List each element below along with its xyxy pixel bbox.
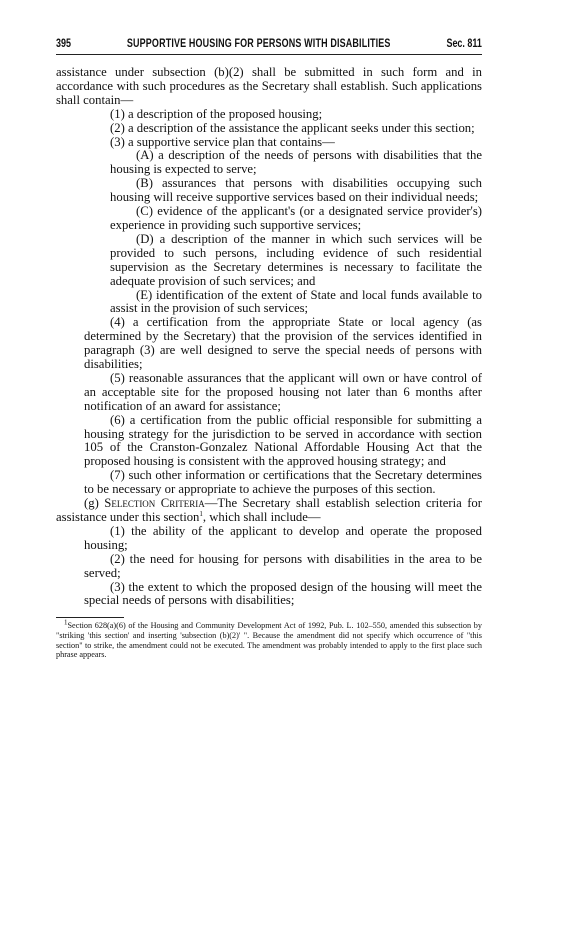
footnote-text-paragraph (56, 618, 482, 660)
intro-paragraph: assistance under subsection (b)(2) shall be submitted in such form and in accordance with such procedures as the Secretary shall establish. Such applications shall contain— (56, 65, 482, 107)
section-number: Sec. 811 (446, 38, 482, 50)
subparagraph-3b: (B) assurances that persons with disabilities occupying such housing will receive supportive services based on their individual needs; (110, 176, 482, 205)
footnote-text: Section 628(a)(6) of the Housing and Community Development Act of 1992, Pub. L. 102–550, amended this subsection by "striking 'this section' and inserting 'subsection (b)(2)' ". Because the amendment did not specify which occurrence of "this section" to strike, the amendment could not be executed. The amendment was probably intended to apply to the first place such phrase appears. (56, 621, 482, 660)
subsection-g-label: (g) (84, 496, 99, 511)
paragraph-3: (3) a supportive service plan that contains— (110, 134, 335, 149)
page-number: 395 (56, 38, 71, 50)
paragraph-7: (7) such other information or certifications that the Secretary determines to be necessary or appropriate to achieve the purposes of this section. (84, 468, 482, 497)
paragraph-2: (2) a description of the assistance the applicant seeks under this section; (110, 120, 475, 135)
header-rule (56, 54, 482, 55)
subsection-g-text-b: , which shall include— (202, 510, 321, 524)
running-title: SUPPORTIVE HOUSING FOR PERSONS WITH DISABILITIES (126, 38, 391, 50)
criterion-3: (3) the extent to which the proposed design of the housing will meet the special needs of persons with disabilities; (84, 579, 482, 608)
body-text (56, 66, 482, 608)
paragraph-4: (4) a certification from the appropriate State or local agency (as determined by the Secretary) that the provision of the services identified in paragraph (3) are well designed to serve the special needs of persons with disabilities; (84, 315, 482, 372)
subparagraph-3d: (D) a description of the manner in which such services will be provided to such persons, including evidence of such residential supervision as the Secretary determines is necessary to facilitate the adequate provision of such services; and (110, 231, 482, 288)
running-header (56, 38, 482, 50)
footnote-reference[interactable]: 1 (199, 509, 203, 518)
subsection-g-text-a: —The Secretary shall establish selection criteria for assistance under this section (56, 496, 482, 524)
paragraph-5: (5) reasonable assurances that the applicant will own or have control of an acceptable site for the proposed housing not later than 6 months after notification of an award for assistance; (84, 370, 482, 413)
criterion-1: (1) the ability of the applicant to develop and operate the proposed housing; (84, 523, 482, 552)
footnote-mark: 1 (64, 618, 68, 627)
subsection-g-heading: Selection Criteria (104, 496, 205, 511)
paragraph-1: (1) a description of the proposed housing; (110, 106, 323, 121)
criterion-2: (2) the need for housing for persons with disabilities in the area to be served; (84, 551, 482, 580)
subsection-g (56, 497, 482, 525)
subparagraph-3c: (C) evidence of the applicant's (or a designated service provider's) experience in providing such supportive services; (110, 204, 482, 232)
paragraph-6: (6) a certification from the public official responsible for submitting a housing strategy for the jurisdiction to be served in accordance with section 105 of the Cranston-Gonzalez National Affordable Housing Act that the proposed housing is consistent with the approved housing strategy; and (84, 412, 482, 469)
document-page (56, 38, 482, 660)
footnote (56, 618, 482, 660)
subparagraph-3e: (E) identification of the extent of State and local funds available to assist in the provision of such services; (110, 287, 482, 316)
subparagraph-3a: (A) a description of the needs of persons with disabilities that the housing is expected to serve; (110, 148, 482, 177)
